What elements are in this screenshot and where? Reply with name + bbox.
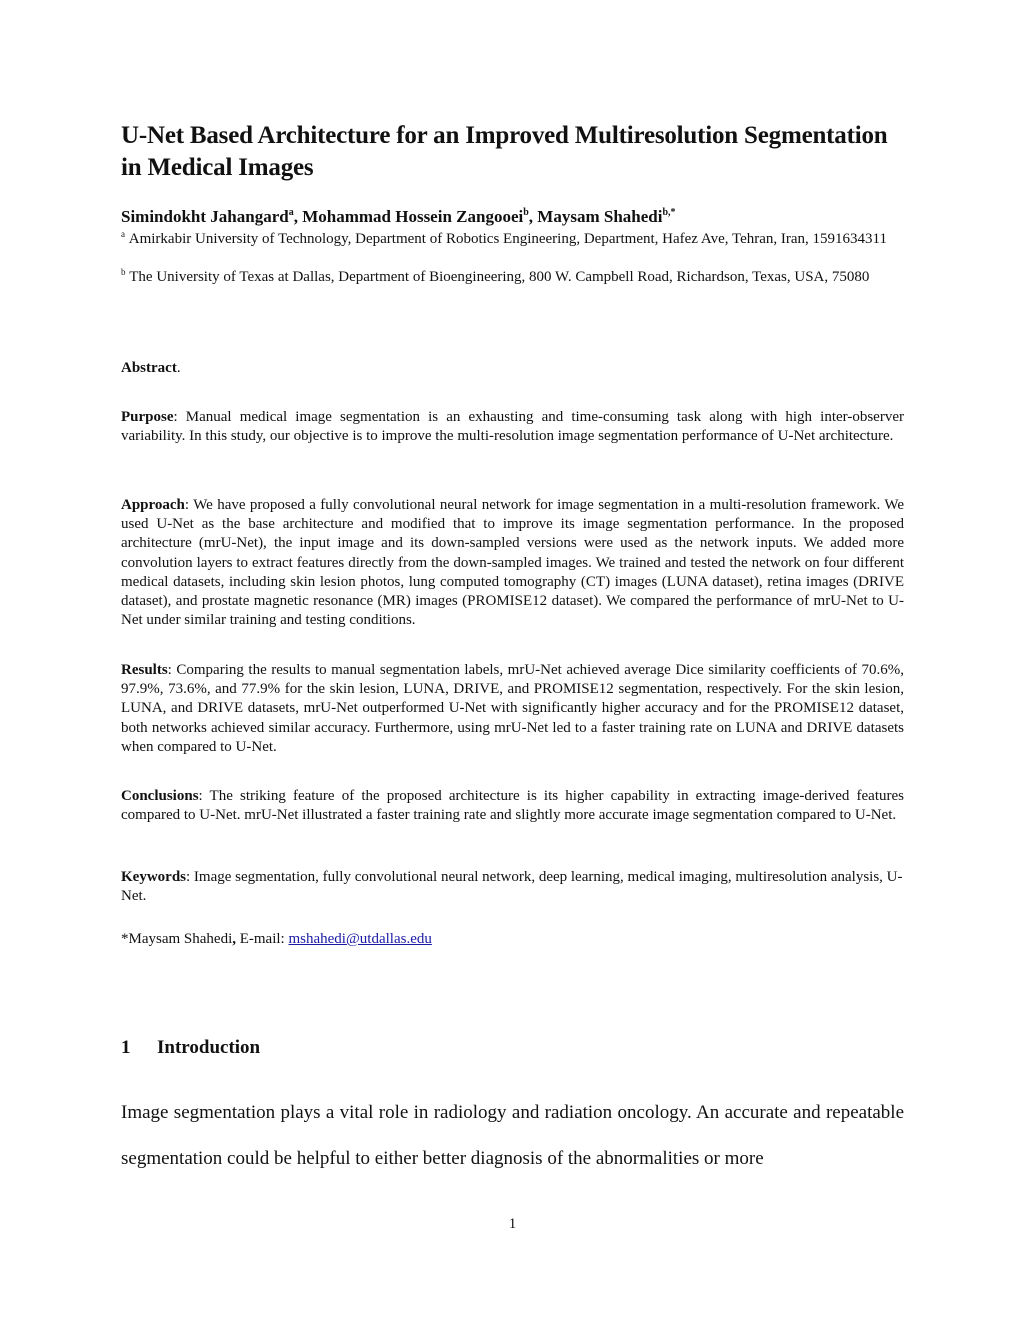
section-heading xyxy=(121,1036,260,1060)
results-label: Results xyxy=(121,662,168,678)
purpose-text: : Manual medical image segmentation is an exhausting and time-consuming task along with high inter-observer variability. In this study, our objective is to improve the multi-resolution image segmentation performance of U-Net architecture. xyxy=(121,409,904,445)
abstract-heading xyxy=(121,359,181,378)
affiliation-text: The University of Texas at Dallas, Department of Bioengineering, 800 W. Campbell Road, Richardson, Texas, USA, 75080 xyxy=(129,269,870,285)
section-title: Introduction xyxy=(157,1037,261,1058)
corresponding-name: *Maysam Shahedi xyxy=(121,931,233,947)
abstract-label-suffix: . xyxy=(176,360,181,376)
author-affiliation-marker: b xyxy=(523,207,529,218)
affiliation-text: Amirkabir University of Technology, Department of Robotics Engineering, Department, Hafez Ave, Tehran, Iran, 1591634311 xyxy=(128,231,887,247)
keywords-text: : Image segmentation, fully convolutional neural network, deep learning, medical imaging, multiresolution analysis, U-Net. xyxy=(121,869,903,905)
email-label: E-mail: xyxy=(235,931,289,947)
author-list xyxy=(121,206,676,228)
author-affiliation-marker: b,* xyxy=(662,207,676,218)
approach-text: : We have proposed a fully convolutional neural network for image segmentation in a multi-resolution framework. We used U-Net as the base architecture and modified that to improve its image segmentation performance. In the proposed architecture (mrU-Net), the input image and its down-sampled versions were used as the network inputs. We added more convolution layers to extract features directly from the down-sampled images. We trained and tested the network on four different medical datasets, including skin lesion photos, lung computed tomography (CT) images (LUNA dataset), retina images (DRIVE dataset), and prostate magnetic resonance (MR) images (PROMISE12 dataset). We compared the performance of mrU-Net to U-Net under similar training and testing conditions. xyxy=(121,497,904,629)
author-name: Mohammad Hossein Zangooei xyxy=(302,207,524,226)
conclusions-label: Conclusions xyxy=(121,788,199,804)
purpose-label: Purpose xyxy=(121,409,174,425)
author-separator: , xyxy=(293,207,303,226)
affiliation-b xyxy=(121,268,904,287)
email-link[interactable]: mshahedi@utdallas.edu xyxy=(288,931,432,947)
affiliation-marker: a xyxy=(121,229,125,239)
abstract-purpose xyxy=(121,408,904,446)
affiliation-marker: b xyxy=(121,267,126,277)
keywords-label: Keywords xyxy=(121,869,186,885)
abstract-results xyxy=(121,661,904,757)
section-number: 1 xyxy=(121,1037,131,1058)
author-name: Simindokht Jahangard xyxy=(121,207,289,226)
page-number: 1 xyxy=(508,1216,517,1232)
abstract-label: Abstract xyxy=(121,360,177,376)
conclusions-text: : The striking feature of the proposed architecture is its higher capability in extracting image-derived features compared to U-Net. mrU-Net illustrated a faster training rate and slightly more accurate image segmentation compared to U-Net. xyxy=(121,788,904,824)
introduction-text: Image segmentation plays a vital role in radiology and radiation oncology. An accurate and repeatable segmentation could be helpful to either better diagnosis of the abnormalities or more xyxy=(121,1102,904,1169)
approach-label: Approach xyxy=(121,497,185,513)
comma: , xyxy=(232,931,236,947)
affiliation-a xyxy=(121,230,904,249)
author-name: Maysam Shahedi xyxy=(537,207,663,226)
abstract-approach xyxy=(121,496,904,630)
abstract-conclusions xyxy=(121,787,904,825)
paper-title: U-Net Based Architecture for an Improved Multiresolution Segmentation in Medical Images xyxy=(121,122,888,181)
corresponding-author xyxy=(121,930,904,949)
results-text: : Comparing the results to manual segmentation labels, mrU-Net achieved average Dice similarity coefficients of 70.6%, 97.9%, 73.6%, and 77.9% for the skin lesion, LUNA, DRIVE, and PROMISE12 segmentation, respectively. For the skin lesion, LUNA, and DRIVE datasets, mrU-Net outperformed U-Net with significantly higher accuracy and for the PROMISE12 dataset, both networks achieved similar accuracy. Furthermore, using mrU-Net led to a faster training rate on LUNA and DRIVE datasets when compared to U-Net. xyxy=(121,662,904,755)
keywords xyxy=(121,868,904,906)
author-affiliation-marker: a xyxy=(288,207,294,218)
author-separator: , xyxy=(528,207,538,226)
